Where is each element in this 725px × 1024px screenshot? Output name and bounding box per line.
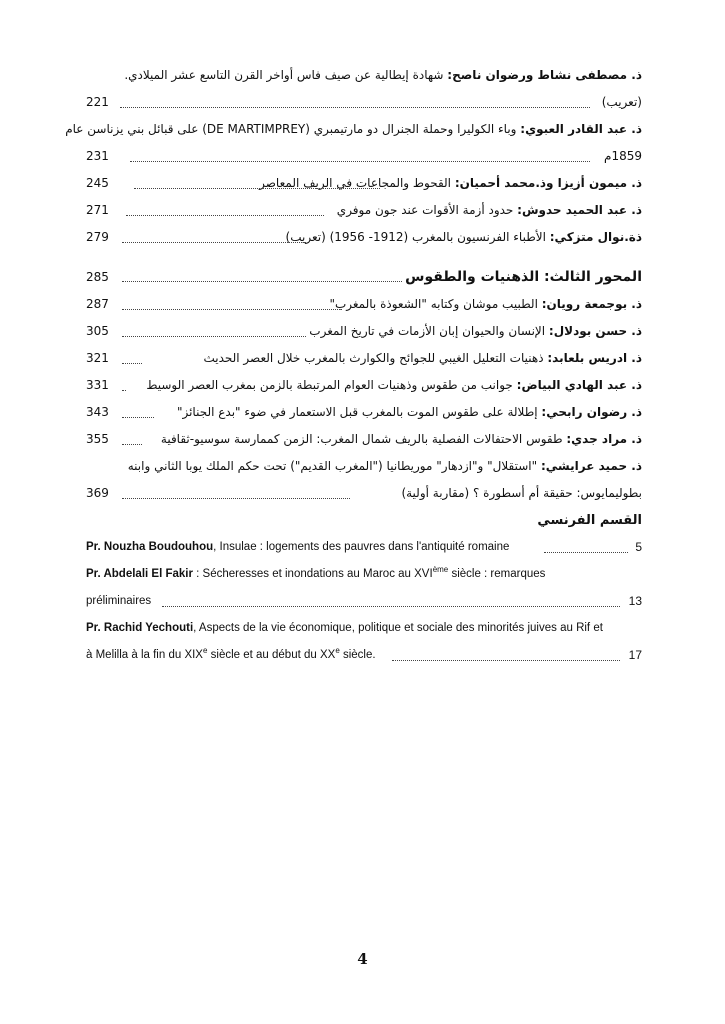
toc-entry (86, 372, 642, 399)
entry-title: préliminaires (86, 595, 152, 607)
dot-leader (544, 552, 628, 553)
toc-entry (86, 453, 642, 480)
entry-title: , Insulae : logements des pauvres dans l'antiquité romaine (213, 541, 510, 553)
entry-author: ذ. عبد القادر العبوي: (520, 122, 642, 136)
entry-title: , Aspects de la vie économique, politique et sociale des minorités juives au Rif et (193, 622, 603, 634)
dot-leader (134, 188, 380, 189)
entry-title: بطوليمايوس: حقيقة أم أسطورة ؟ (مقاربة أولية) (401, 486, 642, 500)
section-heading (86, 507, 642, 534)
entry-page: 231 (86, 149, 109, 163)
dot-leader (122, 336, 306, 337)
toc-entry (86, 534, 642, 561)
toc-entry (86, 345, 642, 372)
entry-title: القحوط والمجاعات في الريف المعاصر (259, 176, 455, 190)
entry-page: 221 (86, 95, 109, 109)
toc-entry (86, 642, 642, 669)
entry-title: (تعريب) (601, 95, 642, 109)
dot-leader (130, 161, 590, 162)
entry-title: حدود أزمة الأقوات عند جون موفري (336, 203, 518, 217)
entry-title: جوانب من طقوس وذهنيات العوام المرتبطة بالزمن بمغرب العصر الوسيط (146, 378, 517, 392)
entry-title: : Sécheresses et inondations au Maroc au XVI (192, 568, 433, 580)
entry-page: 369 (86, 486, 109, 500)
dot-leader (122, 498, 350, 499)
entry-page: 271 (86, 203, 109, 217)
dot-leader (122, 444, 142, 445)
toc-entry (86, 480, 642, 507)
dot-leader (122, 309, 342, 310)
entry-author: ذ. عبد الحميد حدوش: (517, 203, 642, 217)
toc-entry (86, 318, 642, 345)
entry-author: ذ. بوجمعة رويان: (541, 297, 642, 311)
entry-author: ذ. مراد جدي: (566, 432, 642, 446)
dot-leader (122, 363, 142, 364)
entry-title: à Melilla à la fin du XIX (86, 649, 203, 661)
dot-leader (122, 281, 402, 282)
entry-page: 13 (628, 594, 642, 608)
entry-page: 5 (635, 540, 642, 554)
toc-entry (86, 224, 642, 251)
toc-entry (86, 170, 642, 197)
entry-page: 343 (86, 405, 109, 419)
dot-leader (122, 417, 154, 418)
toc-entry (86, 426, 642, 453)
toc-entry (86, 143, 642, 170)
entry-title: siècle. (339, 649, 376, 661)
entry-author: ذ. حميد عرايشي: (540, 459, 642, 473)
entry-title: 1859م (604, 149, 642, 163)
superscript: e (335, 646, 340, 656)
entry-title: شهادة إيطالية عن صيف فاس أواخر القرن التاسع عشر الميلادي. (124, 68, 448, 82)
entry-title: الإنسان والحيوان إبان الأزمات في تاريخ المغرب (309, 324, 549, 338)
entry-page: 279 (86, 230, 109, 244)
entry-page: 287 (86, 297, 109, 311)
entry-author: Pr. Abdelali El Fakir (86, 568, 193, 580)
entry-page: 355 (86, 432, 109, 446)
entry-page: 17 (628, 648, 642, 662)
dot-leader (122, 242, 306, 243)
entry-author: ذة.نوال متزكي: (549, 230, 642, 244)
toc-entry (86, 561, 642, 588)
entry-page: 305 (86, 324, 109, 338)
section-title: القسم الفرنسي (537, 513, 642, 528)
entry-author: ذ. حسن بودلال: (548, 324, 642, 338)
superscript: ème (432, 565, 449, 575)
toc-entry (86, 197, 642, 224)
entry-title: طقوس الاحتفالات الفصلية بالريف شمال المغرب: الزمن كممارسة سوسيو-ثقافية (160, 432, 567, 446)
dot-leader (392, 660, 620, 661)
toc-entry (65, 116, 642, 143)
entry-title: ذهنيات التعليل الغيبي للجوائح والكوارث بالمغرب خلال العصر الحديث (203, 351, 548, 365)
toc-entry (86, 89, 642, 116)
entry-title: وباء الكوليرا وحملة الجنرال دو مارتيمبري (DE MARTIMPREY) على قبائل بني يزناسن عام (65, 122, 521, 136)
entry-author: ذ. مصطفى نشاط ورضوان ناصح: (447, 68, 642, 82)
entry-page: 321 (86, 351, 109, 365)
entry-author: ذ. رضوان رابحي: (541, 405, 642, 419)
entry-title: الأطباء الفرنسيون بالمغرب (1912- 1956) (تعريب) (285, 230, 550, 244)
entry-page: 331 (86, 378, 109, 392)
entry-page: 245 (86, 176, 109, 190)
toc-entry (86, 291, 642, 318)
dot-leader (120, 107, 590, 108)
dot-leader (126, 215, 324, 216)
entry-author: Pr. Nouzha Boudouhou (86, 541, 214, 553)
toc-entry (86, 399, 642, 426)
page-number: 4 (357, 950, 368, 968)
superscript: e (202, 646, 208, 656)
toc-entry (86, 62, 642, 89)
dot-leader (122, 390, 126, 391)
entry-author: ذ. عبد الهادي البياض: (516, 378, 642, 392)
entry-title: siècle : remarques (448, 568, 546, 580)
entry-title: siècle et au début du XX (207, 649, 336, 661)
toc-entry (86, 588, 642, 615)
entry-author: ذ. ادريس بلعابد: (547, 351, 642, 365)
toc-entry (86, 615, 642, 642)
dot-leader (162, 606, 620, 607)
entry-author: Pr. Rachid Yechouti (86, 622, 194, 634)
section-page: 285 (86, 270, 109, 284)
section-title: المحور الثالث: الذهنيات والطقوس (405, 269, 642, 285)
section-heading (86, 263, 642, 291)
entry-title: إطلالة على طقوس الموت بالمغرب قبل الاستعمار في ضوء "بدع الجنائز" (176, 405, 542, 419)
table-of-contents (65, 62, 642, 669)
entry-author: ذ. ميمون أزيزا وذ.محمد أحميان: (454, 176, 642, 190)
entry-title: الطبيب موشان وكتابه "الشعوذة بالمغرب" (329, 297, 542, 311)
entry-title: "استقلال" و"ازدهار" موريطانيا ("المغرب القديم") تحت حكم الملك يوبا الثاني وابنه (127, 459, 541, 473)
